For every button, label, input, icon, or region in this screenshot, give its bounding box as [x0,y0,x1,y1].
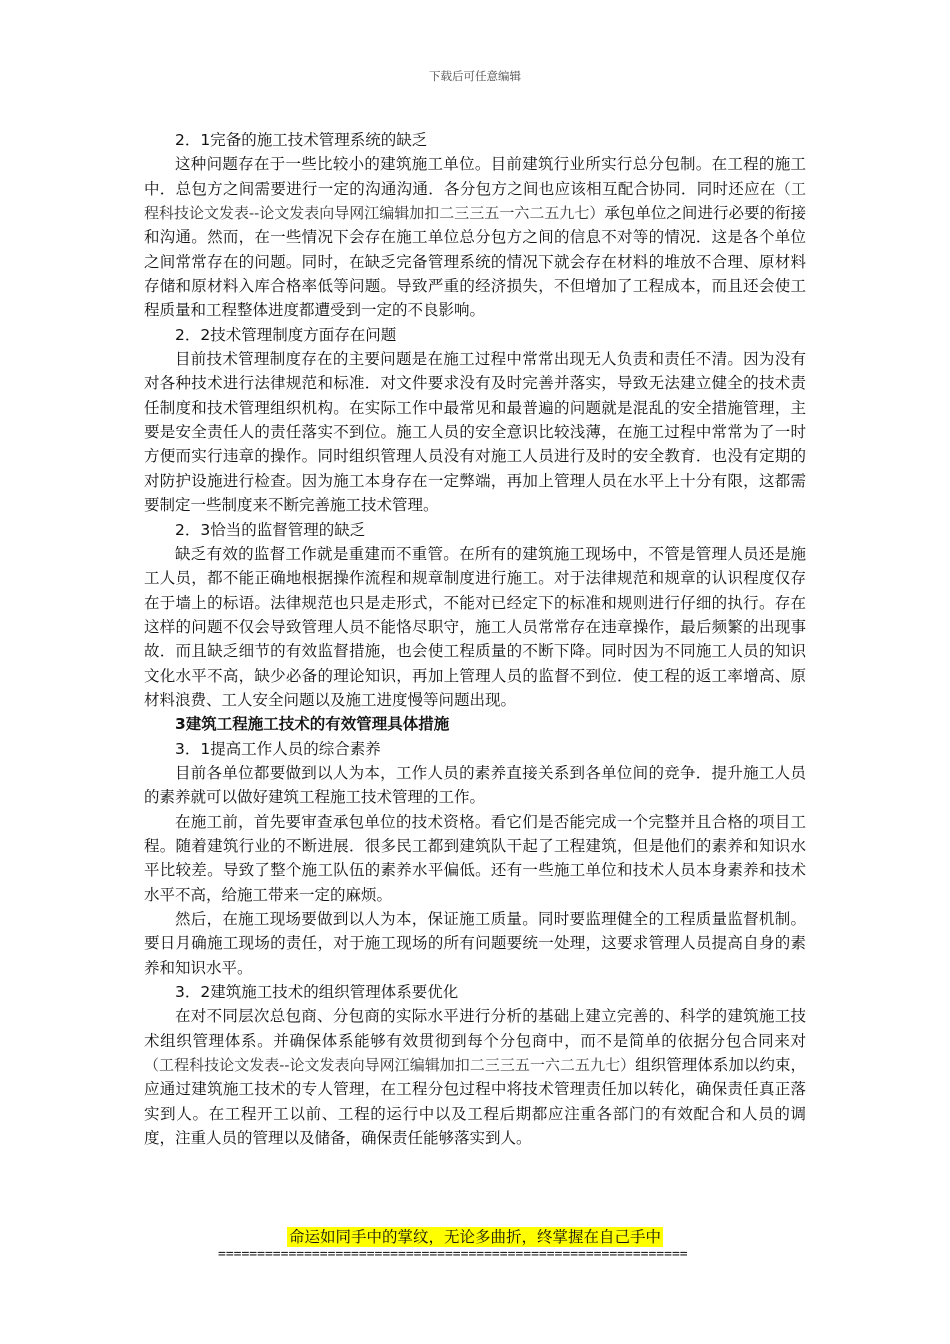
section-heading-2-3: 2．3恰当的监督管理的缺乏 [175,520,366,539]
document-body [144,128,806,1150]
paragraph-3-1-c: 然后，在施工现场要做到以人为本，保证施工质量。同时要监理健全的工程质量监督机制。要日月确施工现场的责任，对于施工现场的所有问题要统一处理，这要求管理人员提高自身的素养和知识水平。 [144,910,806,977]
inline-ad-text: （工程科技论文发表--论文发表向导网江编辑加扣二三三五一六二五九七） [144,1056,636,1075]
inline-ad-text: （工程科技论文发表--论文发表向导网江编辑加扣二三三五一六二五九七） [144,179,806,223]
paragraph-2-1: 这种问题存在于一些比较小的建筑施工单位。目前建筑行业所实行总分包制。在工程的施工中．总包方之间需要进行一定的沟通沟通．各分包方之间也应该相互配合协同．同时还应在（工程科技论文发表--论文发表向导网江编辑加扣二三三五一六二五九七）承包单位之间进行必要的衔接和沟通。然而，在一些情况下会存在施工单位总分包方之间的信息不对等的情况．这是各个单位之间常常存在的问题。同时，在缺乏完备管理系统的情况下就会存在材料的堆放不合理、原材料存储和原材料入库合格率低等问题。导致严重的经济损失，不但增加了工程成本，而且还会使工程质量和工程整体进度都遭受到一定的不良影响。 [144,155,806,320]
paragraph-3-2: 在对不同层次总包商、分包商的实际水平进行分析的基础上建立完善的、科学的建筑施工技术组织管理体系。并确保体系能够有效贯彻到每个分包商中，而不是简单的依据分包合同来对（工程科技论文发表--论文发表向导网江编辑加扣二三三五一六二五九七）组织管理体系加以约束，应通过建筑施工技术的专人管理，在工程分包过程中将技术管理责任加以转化，确保责任真正落实到人。在工程开工以前、工程的运行中以及工程后期都应注重各部门的有效配合和人员的调度，注重人员的管理以及储备，确保责任能够落实到人。 [144,1007,806,1148]
paragraph-2-3: 缺乏有效的监督工作就是重建而不重管。在所有的建筑施工现场中，不管是管理人员还是施工人员，都不能正确地根据操作流程和规章制度进行施工。对于法律规范和规章的认识程度仅存在于墙上的标语。法律规范也只是走形式，不能对已经定下的标准和规则进行仔细的执行。存在这样的问题不仅会导致管理人员不能恪尽职守，施工人员常常存在违章操作，最后频繁的出现事故．而且缺乏细节的有效监督措施，也会使工程质量的不断下降。同时因为不同施工人员的知识文化水平不高，缺少必备的理论知识，再加上管理人员的监督不到位．使工程的返工率增高、原材料浪费、工人安全问题以及施工进度慢等问题出现。 [144,544,806,709]
chapter-heading-3: 3建筑工程施工技术的有效管理具体措施 [175,715,450,734]
footer-rule: ============================================================ [218,1247,688,1262]
page-header: 下载后可任意编辑 [429,69,521,83]
paragraph-2-2: 目前技术管理制度存在的主要问题是在施工过程中常常出现无人负责和责任不清。因为没有对各种技术进行法律规范和标准．对文件要求没有及时完善并落实，导致无法建立健全的技术责任制度和技术管理组织机构。在实际工作中最常见和最普遍的问题就是混乱的安全措施管理，主要是安全责任人的责任落实不到位。施工人员的安全意识比较浅薄，在施工过程中常常为了一时方便而实行违章的操作。同时组织管理人员没有对施工人员进行及时的安全教育．也没有定期的对防护设施进行检查。因为施工本身存在一定弊端，再加上管理人员在水平上十分有限，这都需要制定一些制度来不断完善施工技术管理。 [144,350,806,515]
paragraph-3-1-a: 目前各单位都要做到以人为本，工作人员的素养直接关系到各单位间的竞争．提升施工人员的素养就可以做好建筑工程施工技术管理的工作。 [144,763,806,807]
section-heading-2-2: 2．2技术管理制度方面存在问题 [175,325,397,344]
section-heading-2-1: 2．1完备的施工技术管理系统的缺乏 [175,131,428,149]
paragraph-3-1-b: 在施工前，首先要审查承包单位的技术资格。看它们是否能完成一个完整并且合格的项目工程。随着建筑行业的不断进展．很多民工都到建筑队干起了工程建筑，但是他们的素养和知识水平比较差。导致了整个施工队伍的素养水平偏低。还有一些施工单位和技术人员本身素养和技术水平不高，给施工带来一定的麻烦。 [144,812,806,904]
section-heading-3-1: 3．1提高工作人员的综合素养 [175,739,381,758]
footer-motto-wrap [0,1227,950,1247]
footer-motto: 命运如同手中的掌纹，无论多曲折，终掌握在自己手中 [288,1228,661,1246]
section-heading-3-2: 3．2建筑施工技术的组织管理体系要优化 [175,983,459,1002]
